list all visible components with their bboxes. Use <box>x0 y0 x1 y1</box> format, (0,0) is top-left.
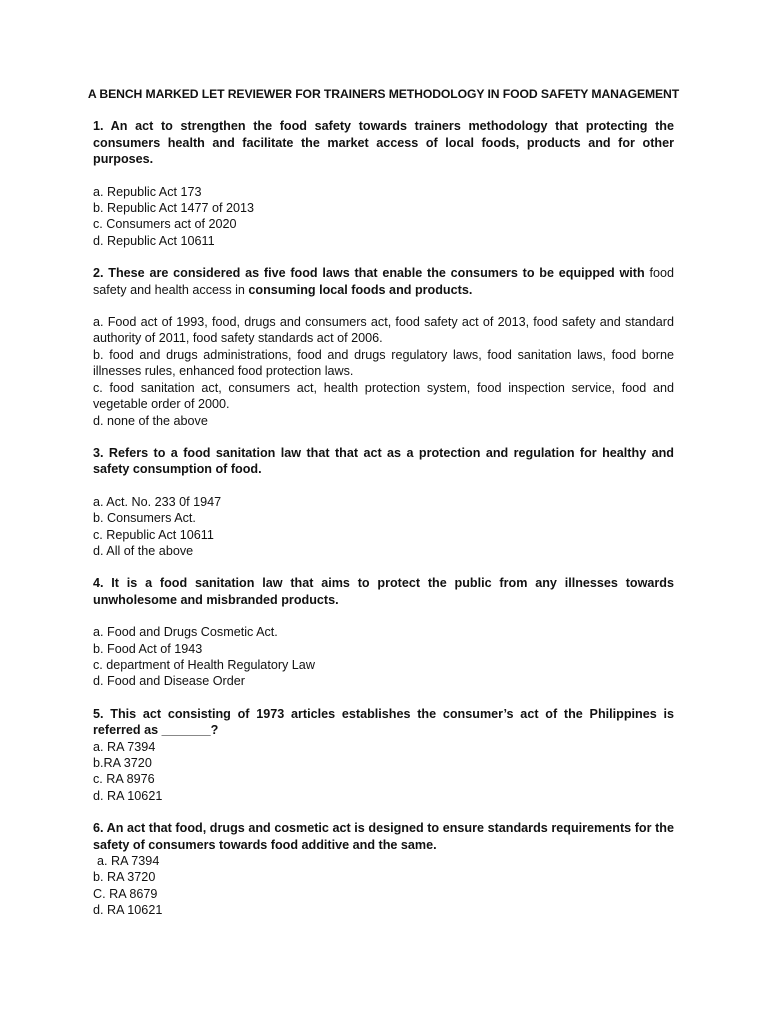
question-text <box>93 265 674 298</box>
option-d: d. RA 10621 <box>93 788 163 803</box>
option-d: d. All of the above <box>93 543 194 558</box>
question-3 <box>93 445 674 559</box>
question-text-normal: food safety and health access in <box>93 266 674 297</box>
option-d: d. Food and Disease Order <box>93 674 245 689</box>
option-b: b. Republic Act 1477 of 2013 <box>93 201 255 216</box>
question-text: 1. An act to strengthen the food safety towards trainers methodology that protecting the consumers health and facilitate the market access of local foods, products and for other purposes. <box>93 119 674 167</box>
answer-options <box>93 314 674 429</box>
question-2 <box>93 265 674 429</box>
option-b: b. Consumers Act. <box>93 511 196 526</box>
answer-options <box>93 739 674 805</box>
question-text: 5. This act consisting of 1973 articles establishes the consumer’s act of the Philippines is referred as _______? <box>93 706 674 738</box>
document-page <box>87 86 680 919</box>
option-c: c. Republic Act 10611 <box>93 527 214 542</box>
question-4 <box>93 575 674 689</box>
option-a: a. RA 7394 <box>93 739 156 754</box>
question-text: 3. Refers to a food sanitation law that that act as a protection and regulation for healthy and safety consumption of food. <box>93 445 674 477</box>
option-d: d. none of the above <box>93 413 208 428</box>
question-1 <box>93 118 674 249</box>
option-b: b. RA 3720 <box>93 870 156 885</box>
question-text-bold-2: consuming local foods and products. <box>248 282 473 297</box>
question-text-bold-1: 2. These are considered as five food laws that enable the consumers to be equipped with <box>93 266 645 281</box>
option-b: b.RA 3720 <box>93 756 152 770</box>
answer-options <box>93 184 674 250</box>
option-b: b. food and drugs administrations, food and drugs regulatory laws, food sanitation laws, food borne illnesses rules, enhanced food protection laws. <box>93 347 674 379</box>
option-c: c. RA 8976 <box>93 772 155 787</box>
option-c: c. department of Health Regulatory Law <box>93 657 315 672</box>
option-d: d. Republic Act 10611 <box>93 233 215 248</box>
option-a: a. Republic Act 173 <box>93 184 202 199</box>
option-b: b. Food Act of 1943 <box>93 641 203 656</box>
option-a: a. Food and Drugs Cosmetic Act. <box>93 625 278 640</box>
question-5 <box>93 706 674 804</box>
option-d: d. RA 10621 <box>93 903 163 918</box>
option-c: c. Consumers act of 2020 <box>93 217 237 232</box>
question-6 <box>93 820 674 918</box>
document-title: A BENCH MARKED LET REVIEWER FOR TRAINERS METHODOLOGY IN FOOD SAFETY MANAGEMENT <box>87 87 680 101</box>
answer-options <box>93 624 674 690</box>
answer-options <box>93 853 674 919</box>
option-c: c. food sanitation act, consumers act, health protection system, food inspection service, food and vegetable order of 2000. <box>93 380 674 412</box>
question-text: 4. It is a food sanitation law that aims to protect the public from any illnesses towards unwholesome and misbranded products. <box>93 576 674 607</box>
answer-options <box>93 494 674 560</box>
option-a: a. RA 7394 <box>97 854 160 869</box>
option-a: a. Food act of 1993, food, drugs and consumers act, food safety act of 2013, food safety and standard authority of 2011, food safety standards act of 2006. <box>93 315 674 346</box>
option-a: a. Act. No. 233 0f 1947 <box>93 494 222 509</box>
question-text: 6. An act that food, drugs and cosmetic act is designed to ensure standards requirements for the safety of consumers towards food additive and the same. <box>93 821 674 852</box>
option-c: C. RA 8679 <box>93 886 158 901</box>
